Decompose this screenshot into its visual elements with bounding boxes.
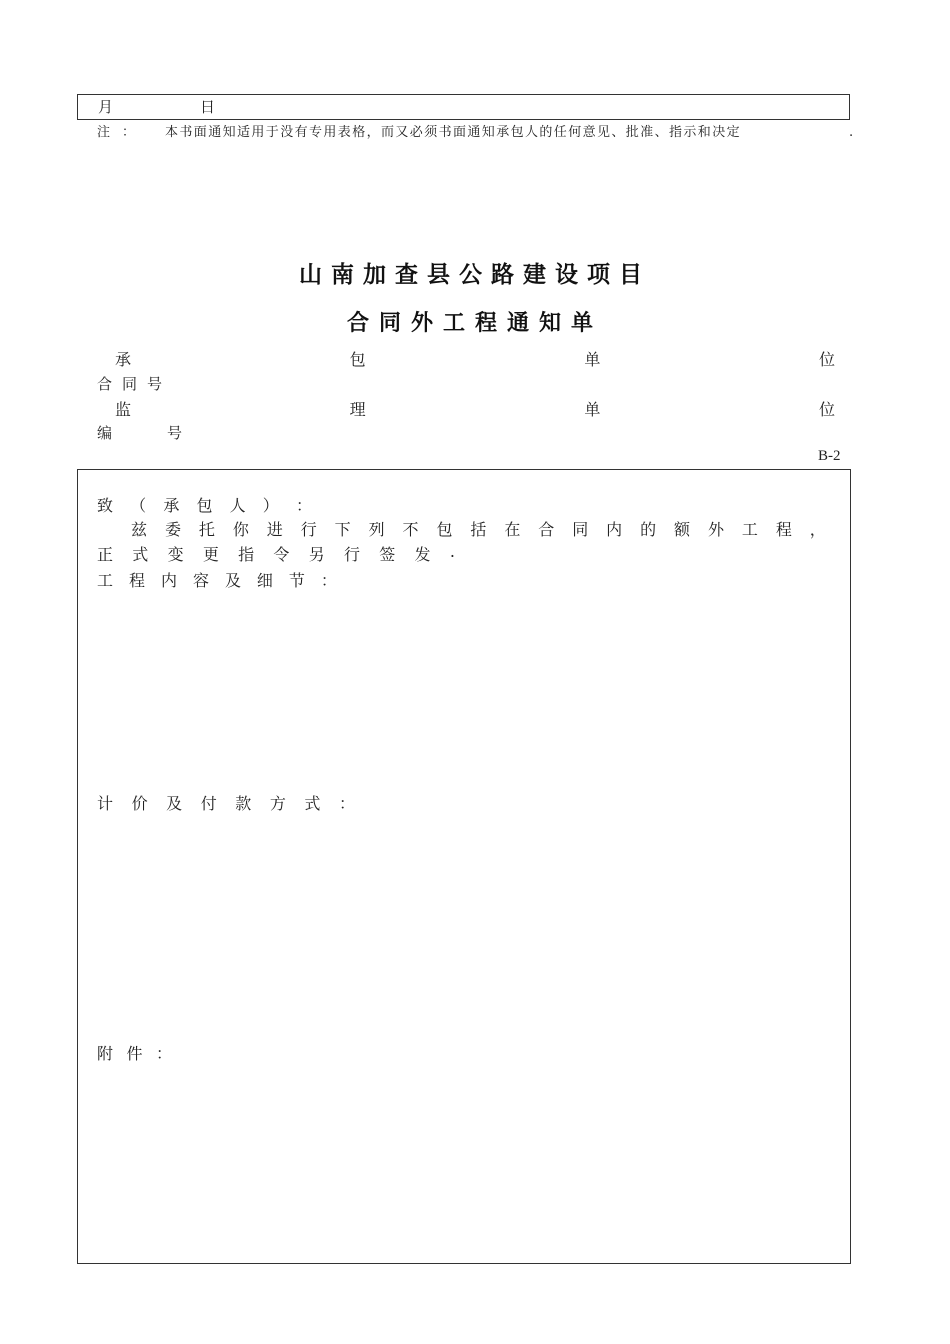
char: 致 (97, 496, 114, 515)
char: 附 (97, 1044, 114, 1063)
addressee-line (97, 493, 312, 516)
form-code: B-2 (818, 448, 841, 464)
number-label (97, 422, 183, 443)
char: . (449, 542, 455, 561)
note-end: . (849, 125, 854, 140)
char: 细 (256, 571, 273, 590)
char: 工 (741, 520, 758, 539)
char: 包 (436, 520, 453, 539)
char: 方 (269, 794, 286, 813)
char: 外 (707, 520, 724, 539)
char: 你 (232, 520, 249, 539)
date-row-box (77, 94, 850, 120)
supervisor-char: 理 (349, 400, 366, 419)
supervisor-char: 位 (818, 400, 835, 419)
char: 令 (273, 545, 290, 564)
char: 的 (640, 520, 657, 539)
instruction-line-1 (131, 517, 826, 540)
char: 额 (674, 520, 691, 539)
char: ： (338, 794, 355, 813)
char: 兹 (131, 520, 148, 539)
pricing-payment-label (97, 791, 355, 814)
char: 内 (606, 520, 623, 539)
char: 发 (414, 545, 431, 564)
char: 人 (229, 496, 246, 515)
supervisor-char: 监 (115, 400, 132, 419)
char: 程 (775, 520, 792, 539)
contractor-char: 单 (584, 350, 601, 369)
char: ， (809, 520, 826, 539)
char: 节 (288, 571, 305, 590)
supervisor-unit-label (115, 397, 835, 420)
char: 承 (163, 496, 180, 515)
char: 托 (198, 520, 215, 539)
char: 合 (538, 520, 555, 539)
form-title: 合同外工程通知单 (346, 311, 603, 336)
project-title: 山南加查县公路建设项目 (299, 262, 651, 288)
char: （ (130, 496, 147, 515)
attachment-label (97, 1041, 172, 1064)
char: 列 (368, 520, 385, 539)
char: 程 (128, 571, 145, 590)
char: 变 (167, 545, 184, 564)
char: 件 (126, 1044, 143, 1063)
char: 工 (97, 571, 114, 590)
char: ： (320, 571, 337, 590)
month-label: 月 (98, 98, 114, 116)
char: 下 (334, 520, 351, 539)
char: 在 (504, 520, 521, 539)
contractor-char: 位 (818, 350, 835, 369)
contractor-unit-label (115, 347, 835, 370)
char: 容 (192, 571, 209, 590)
char: ： (295, 496, 312, 515)
char: 委 (164, 520, 181, 539)
contractor-char: 包 (349, 350, 366, 369)
note-label: 注： (97, 125, 148, 140)
char: 式 (304, 794, 321, 813)
char: 包 (196, 496, 213, 515)
work-content-label (97, 568, 337, 591)
char: 签 (379, 545, 396, 564)
char: 不 (402, 520, 419, 539)
char: 进 (266, 520, 283, 539)
instruction-line-2 (97, 542, 455, 565)
char: 式 (132, 545, 149, 564)
char: ） (262, 496, 279, 515)
contract-no-label: 合同号 (97, 375, 173, 393)
char: 指 (238, 545, 255, 564)
supervisor-char: 单 (584, 400, 601, 419)
char: 正 (97, 545, 114, 564)
char: 更 (202, 545, 219, 564)
char: 行 (343, 545, 360, 564)
number-label-a: 编 (97, 424, 113, 442)
number-label-b: 号 (167, 424, 183, 442)
char: 及 (166, 794, 183, 813)
char: 价 (131, 794, 148, 813)
day-label: 日 (200, 98, 216, 116)
note-text: 本书面通知适用于没有专用表格，而又必须书面通知承包人的任何意见、批准、指示和决定 (165, 125, 742, 140)
char: 括 (470, 520, 487, 539)
char: 另 (308, 545, 325, 564)
char: 计 (97, 794, 114, 813)
char: 付 (200, 794, 217, 813)
char: 内 (160, 571, 177, 590)
char: 及 (224, 571, 241, 590)
char: 行 (300, 520, 317, 539)
contractor-char: 承 (115, 350, 132, 369)
char: 同 (572, 520, 589, 539)
char: ： (155, 1044, 172, 1063)
char: 款 (235, 794, 252, 813)
